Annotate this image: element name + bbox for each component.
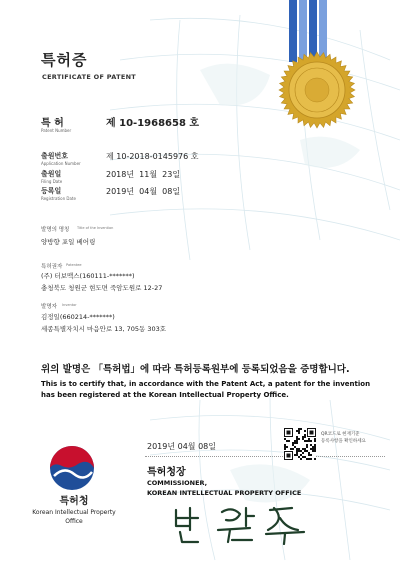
invention-value: 양방향 포일 베어링 bbox=[41, 238, 96, 246]
qr-note-line-1: QR코드로 현재기준 bbox=[321, 432, 360, 437]
inventor-name: 김정일(660214-*******) bbox=[41, 313, 115, 321]
kipo-logo-icon bbox=[48, 444, 96, 492]
patent-number-value: 제 10-1968658 호 bbox=[106, 118, 200, 129]
patentee-label-en: Patentee bbox=[66, 263, 82, 267]
signature-image bbox=[170, 500, 320, 545]
registration-date-label: 등록일 bbox=[41, 187, 62, 195]
commissioner-title-en bbox=[147, 479, 301, 498]
inventor-label-en: Inventor bbox=[62, 303, 77, 307]
registration-date-value: 2019년 04월 08일 bbox=[106, 187, 181, 196]
kipo-name-en: Korean Intellectual Property Office bbox=[32, 509, 116, 525]
application-number-label-en: Application Number bbox=[41, 161, 81, 166]
patentee-name: (주) 터보맥스(160111-*******) bbox=[41, 272, 135, 280]
patentee-address: 충청북도 청원군 현도면 죽암도원로 12-27 bbox=[41, 284, 163, 292]
declaration-english: This is to certify that, in accordance with the Patent Act, a patent for the invention has been registered at the Korean Intellectual Property Office. bbox=[41, 380, 371, 399]
commissioner-line-1: COMMISSIONER, bbox=[147, 479, 208, 487]
registration-date-label-en: Registration Date bbox=[41, 196, 76, 201]
qr-code-icon bbox=[284, 428, 316, 460]
gold-seal-icon bbox=[262, 0, 372, 135]
filing-date-label-en: Filing Date bbox=[41, 179, 63, 184]
commissioner-title: 특허청장 bbox=[147, 467, 186, 478]
patent-number-label-en: Patent Number bbox=[41, 128, 72, 133]
qr-note-line-2: 등록사항을 확인하세요 bbox=[321, 439, 366, 444]
application-number-label: 출원번호 bbox=[41, 152, 69, 160]
issue-date: 2019년 04월 08일 bbox=[147, 442, 216, 451]
filing-date-value: 2018년 11월 23일 bbox=[106, 170, 181, 179]
patentee-label: 특허권자 bbox=[41, 264, 63, 270]
qr-note bbox=[321, 431, 366, 445]
kipo-name: 특허청 bbox=[59, 496, 89, 507]
certificate-title: 특허증 bbox=[41, 51, 88, 69]
patent-number-label: 특 허 bbox=[41, 118, 64, 129]
filing-date-label: 출원일 bbox=[41, 170, 62, 178]
divider-line bbox=[145, 456, 385, 457]
inventor-label: 발명자 bbox=[41, 304, 57, 310]
certificate-title-en: CERTIFICATE OF PATENT bbox=[42, 73, 137, 81]
application-number-value: 제 10-2018-0145976 호 bbox=[106, 152, 199, 161]
commissioner-line-2: KOREAN INTELLECTUAL PROPERTY OFFICE bbox=[147, 488, 302, 497]
inventor-address: 세종특별자치시 마음안로 13, 705동 303호 bbox=[41, 325, 167, 333]
declaration-korean: 위의 발명은 「특허법」에 따라 특허등록원부에 등록되었음을 증명합니다. bbox=[41, 364, 350, 375]
invention-label: 발명의 명칭 bbox=[41, 227, 70, 233]
invention-label-en: Title of the Invention bbox=[77, 226, 114, 230]
